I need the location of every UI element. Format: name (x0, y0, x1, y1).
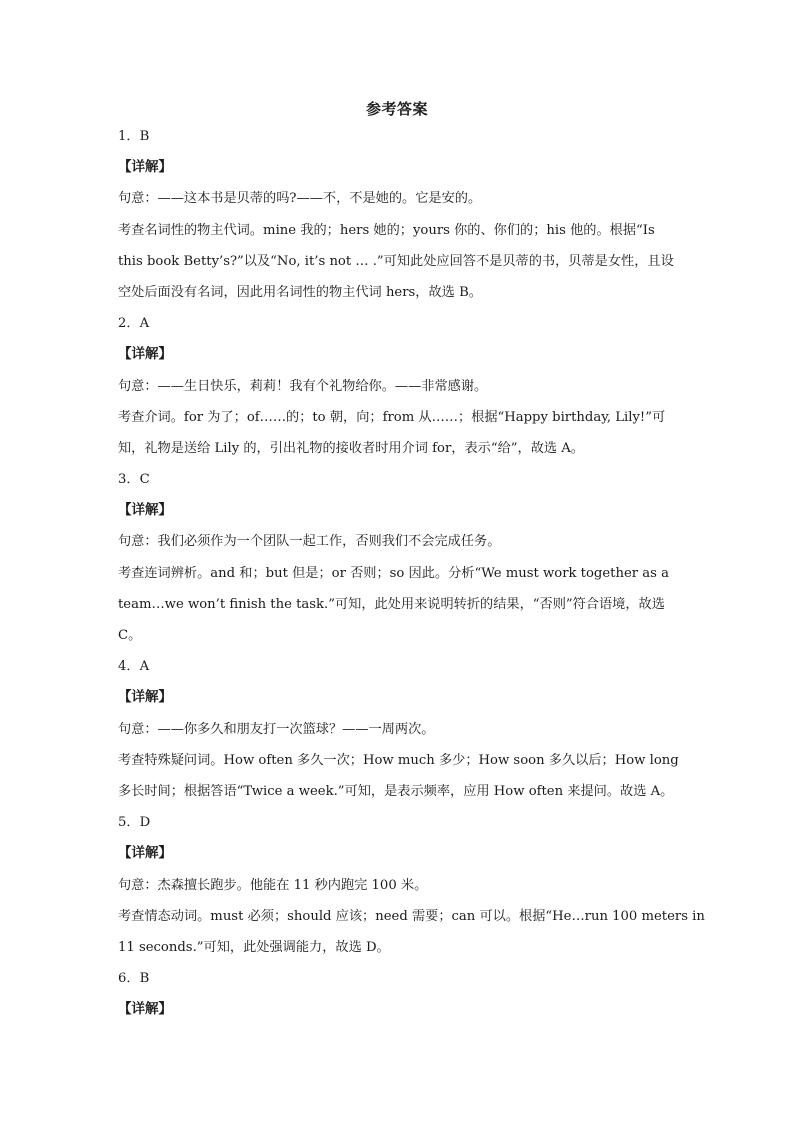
detail-heading: 【详解】 (118, 502, 172, 519)
answer-content (118, 121, 705, 1025)
text-line: 空处后面没有名词，因此用名词性的物主代词 hers，故选 B。 (118, 284, 482, 300)
text-line: this book Betty’s?”以及“No, it’s not … .”可知此处应回答不是贝蒂的书，贝蒂是女性，且设 (118, 253, 674, 269)
text-line: team…we won’t finish the task.”可知，此处用来说明转折的结果，“否则”符合语境，故选 (118, 596, 665, 612)
detail-heading: 【详解】 (118, 346, 172, 363)
text-line: 考查连词辨析。and 和；but 但是；or 否则；so 因此。分析“We must work together as a (118, 565, 669, 581)
page-title: 参考答案 (365, 100, 428, 118)
text-line: 多长时间；根据答语“Twice a week.”可知，是表示频率，应用 How often 来提问。故选 A。 (118, 783, 674, 799)
detail-heading: 【详解】 (118, 1001, 172, 1018)
detail-heading: 【详解】 (118, 845, 172, 862)
question-number: 5．D (118, 815, 151, 831)
question-number: 4．A (118, 659, 150, 675)
question-number: 6．B (118, 971, 150, 987)
question-number: 3．C (118, 472, 150, 488)
text-line: 句意：——这本书是贝蒂的吗?——不，不是她的。它是安的。 (118, 191, 482, 207)
text-line: 11 seconds.”可知，此处强调能力，故选 D。 (118, 939, 390, 955)
text-line: 句意：杰森擅长跑步。他能在 11 秒内跑完 100 米。 (118, 877, 428, 893)
detail-heading: 【详解】 (118, 159, 172, 176)
text-line: 考查介词。for 为了；of……的；to 朝，向；from 从……；根据“Happy birthday, Lily!”可 (118, 409, 666, 425)
question-number: 1．B (118, 129, 150, 144)
text-line: C。 (118, 628, 142, 643)
text-line: 句意：——生日快乐，莉莉！我有个礼物给你。——非常感谢。 (118, 378, 488, 394)
text-line: 考查特殊疑问词。How often 多久一次；How much 多少；How soon 多久以后；How long (118, 752, 679, 768)
detail-heading: 【详解】 (118, 689, 172, 706)
text-line: 考查名词性的物主代词。mine 我的；hers 她的；yours 你的、你们的；his 他的。根据“Is (118, 222, 655, 238)
question-number: 2．A (118, 316, 150, 332)
text-line: 知，礼物是送给 Lily 的，引出礼物的接收者时用介词 for，表示“给”，故选 A。 (118, 440, 584, 456)
text-line: 考查情态动词。must 必须；should 应该；need 需要；can 可以。根据“He…run 100 meters in (118, 908, 705, 924)
text-line: 句意：我们必须作为一个团队一起工作，否则我们不会完成任务。 (118, 534, 501, 550)
text-line: 句意：——你多久和朋友打一次篮球？——一周两次。 (118, 721, 435, 737)
